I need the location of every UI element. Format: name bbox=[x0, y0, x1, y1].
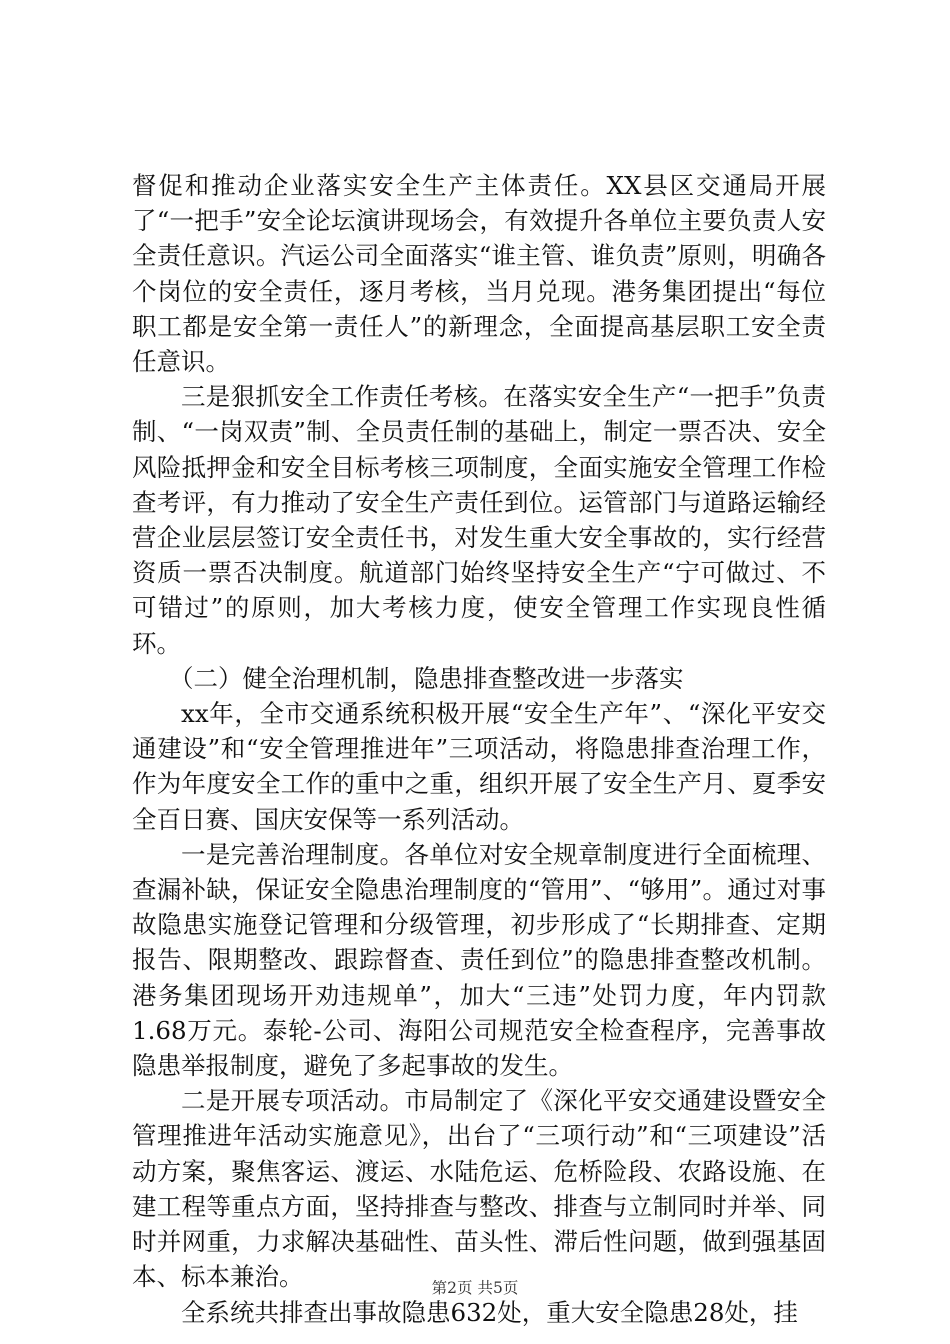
paragraph-1: 督促和推动企业落实安全生产主体责任。XX县区交通局开展了“一把手”安全论坛演讲现场会，有效提升各单位主要负责人安全责任意识。汽运公司全面落实“谁主管、谁负责”原则，明确各个岗位的安全责任，逐月考核，当月兑现。港务集团提出“每位职工都是安全第一责任人”的新理念，全面提高基层职工安全责任意识。 bbox=[132, 171, 826, 377]
paragraph-4: 一是完善治理制度。各单位对安全规章制度进行全面梳理、查漏补缺，保证安全隐患治理制度的“管用”、“够用”。通过对事故隐患实施登记管理和分级管理，初步形成了“长期排查、定期报告、限期整改、跟踪督查、责任到位”的隐患排查整改机制。港务集团现场开劝违规单”，加大“三违”处罚力度，年内罚款1.68万元。泰轮-公司、海阳公司规范安全检查程序，完善事故隐患举报制度，避免了多起事故的发生。 bbox=[132, 839, 826, 1081]
paragraph-2: 三是狠抓安全工作责任考核。在落实安全生产“一把手”负责制、“一岗双责”制、全员责任制的基础上，制定一票否决、安全风险抵押金和安全目标考核三项制度，全面实施安全管理工作检查考评，有力推动了安全生产责任到位。运管部门与道路运输经营企业层层签订安全责任书，对发生重大安全事故的，实行经营资质一票否决制度。航道部门始终坚持安全生产“宁可做过、不可错过”的原则，加大考核力度，使安全管理工作实现良性循环。 bbox=[132, 382, 826, 658]
page-number-footer: 第2页 共5页 bbox=[431, 1279, 519, 1297]
paragraph-5: 二是开展专项活动。市局制定了《深化平安交通建设暨安全管理推进年活动实施意见》，出台了“三项行动”和“三项建设”活动方案，聚焦客运、渡运、水陆危运、危桥险段、农路设施、在建工程等重点方面，坚持排查与整改、排查与立制同时并举、同时并网重，力求解决基础性、苗头性、滞后性问题，做到强基固本、标本兼治。 bbox=[132, 1086, 826, 1292]
paragraph-6: 全系统共排查出事故隐患632处，重大安全隐患28处，挂 bbox=[181, 1297, 798, 1327]
document-body bbox=[132, 168, 826, 1330]
paragraph-3: xx年，全市交通系统积极开展“安全生产年”、“深化平安交通建设”和“安全管理推进年”三项活动，将隐患排查治理工作，作为年度安全工作的重中之重，组织开展了安全生产月、夏季安全百日赛、国庆安保等一系列活动。 bbox=[132, 699, 826, 834]
section-heading: （二）健全治理机制，隐患排查整改进一步落实 bbox=[169, 663, 684, 693]
